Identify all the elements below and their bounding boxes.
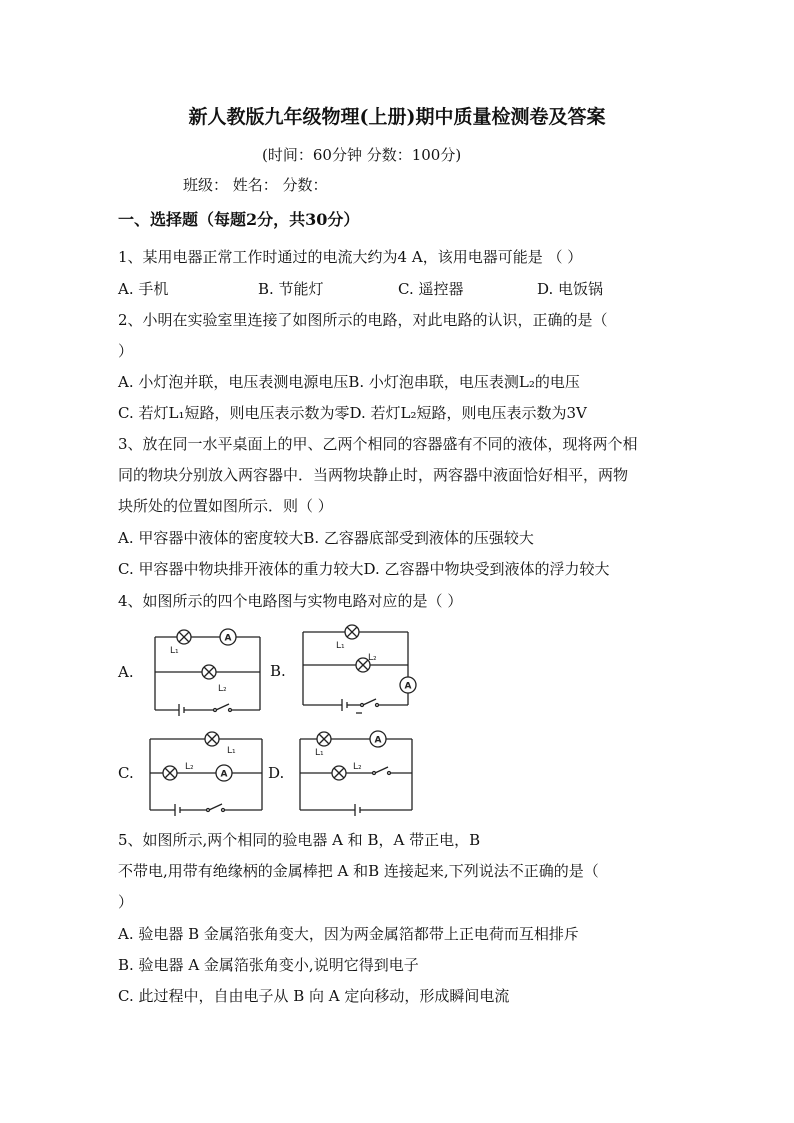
q5-stem-line3: ） [118,893,134,911]
student-info-fields: 班级： 姓名： 分数： [183,176,328,194]
q3-stem-line2: 同的物块分别放入两容器中．当两物块静止时，两容器中液面恰好相平，两物 [118,466,629,484]
circuit-diagram-b [298,620,423,715]
q4-stem: 4、如图所示的四个电路图与实物电路对应的是（ ） [118,592,463,610]
q4-label-b: B. [270,662,286,680]
ammeter-symbol-label: A [404,681,412,692]
q5-option-c: C. 此过程中，自由电子从 B 向 A 定向移动，形成瞬间电流 [118,987,510,1005]
q1-option-d: D. 电饭锅 [537,280,604,298]
lamp-label: L₁ [315,748,324,758]
q2-options-cd: C. 若灯L₁短路，则电压表示数为零D. 若灯L₂短路，则电压表示数为3V [118,404,587,422]
q3-options-cd: C. 甲容器中物块排开液体的重力较大D. 乙容器中物块受到液体的浮力较大 [118,560,610,578]
q1-option-a: A. 手机 [118,280,169,298]
q3-stem-line1: 3、放在同一水平桌面上的甲、乙两个相同的容器盛有不同的液体，现将两个相 [118,435,638,453]
lamp-label: L₁ [170,646,179,656]
q1-option-c: C. 遥控器 [398,280,464,298]
q5-option-a: A. 验电器 B 金属箔张角变大，因为两金属箔都带上正电荷而互相排斥 [118,925,579,943]
exam-time-score: (时间：60分钟 分数：100分) [262,146,462,164]
q2-options-ab: A. 小灯泡并联，电压表测电源电压B. 小灯泡串联，电压表测L₂的电压 [118,373,580,391]
lamp-label: L₁ [227,746,236,756]
ammeter-symbol-label: A [224,633,232,644]
lamp-label: L₁ [336,641,345,651]
section-heading: 一、选择题（每题2分，共30分） [118,210,360,229]
q5-stem-line2: 不带电,用带有绝缘柄的金属棒把 A 和B 连接起来,下列说法不正确的是（ [118,862,599,880]
ammeter-symbol-label: A [374,735,382,746]
q1-option-b: B. 节能灯 [258,280,324,298]
circuit-diagram-a [150,625,265,717]
lamp-label: L₂ [185,762,194,772]
q5-option-b: B. 验电器 A 金属箔张角变小,说明它得到电子 [118,956,419,974]
circuit-diagram-c [145,725,270,817]
page-title: 新人教版九年级物理(上册)期中质量检测卷及答案 [188,106,606,128]
q3-options-ab: A. 甲容器中液体的密度较大B. 乙容器底部受到液体的压强较大 [118,529,534,547]
q2-stem-line1: 2、小明在实验室里连接了如图所示的电路，对此电路的认识，正确的是（ [118,311,608,329]
ammeter-symbol-label: A [220,769,228,780]
q3-stem-line3: 块所处的位置如图所示．则（ ） [118,497,333,515]
q4-label-d: D. [268,764,285,782]
lamp-label: L₂ [353,762,362,772]
q4-label-a: A. [118,663,134,681]
circuit-diagram-d [295,725,420,817]
lamp-label: L₂ [218,684,227,694]
q2-stem-line2: ） [118,342,134,360]
q1-stem: 1、某用电器正常工作时通过的电流大约为4 A，该用电器可能是 （ ） [118,248,583,266]
q4-label-c: C. [118,764,134,782]
q5-stem-line1: 5、如图所示,两个相同的验电器 A 和 B，A 带正电，B [118,831,481,849]
lamp-label: L₂ [368,653,377,663]
